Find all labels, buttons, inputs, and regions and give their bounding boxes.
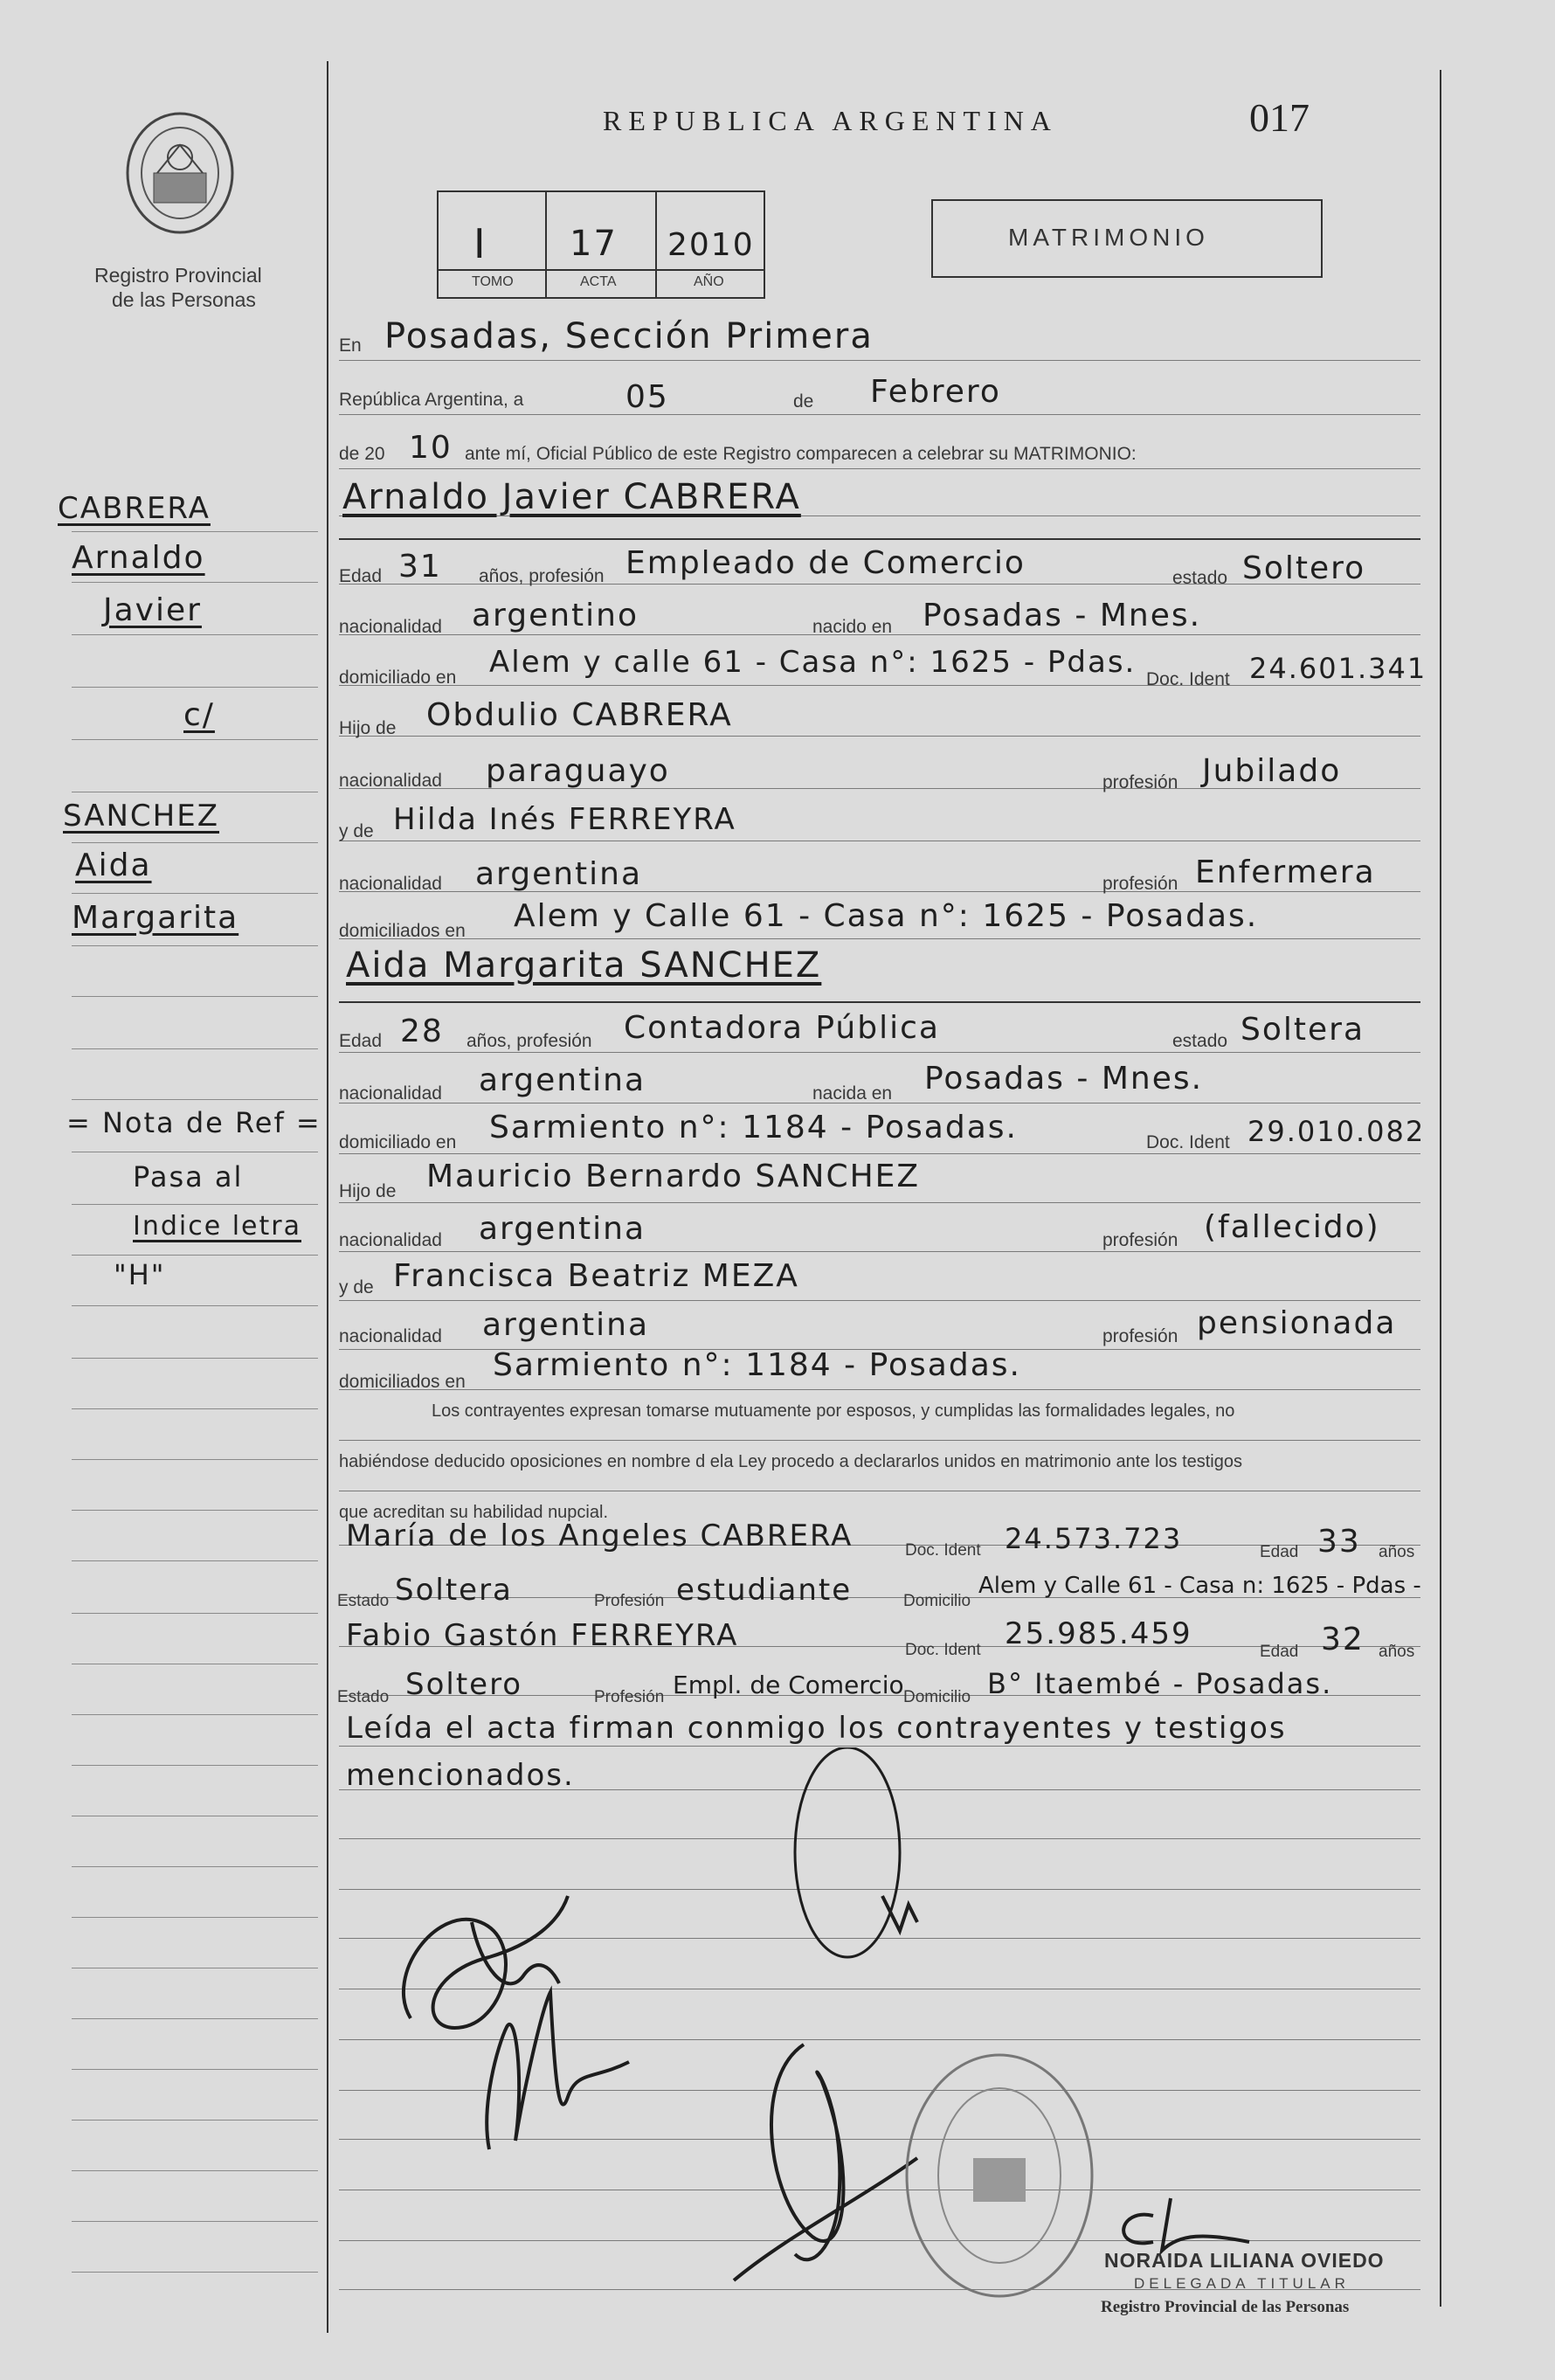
groom-mother-nat-label: nacionalidad xyxy=(339,874,442,894)
record-number: 017 xyxy=(1249,95,1310,140)
margin-groom-name2: Javier xyxy=(103,592,202,628)
label-de: de xyxy=(793,391,814,412)
date-month: Febrero xyxy=(870,374,1001,410)
margin-groom-name1: Arnaldo xyxy=(72,540,205,576)
witness1-anos-label: años xyxy=(1379,1543,1415,1561)
bride-mother-profession: pensionada xyxy=(1197,1305,1397,1341)
witness2-status: Soltero xyxy=(405,1667,523,1702)
bride-address: Sarmiento n°: 1184 - Posadas. xyxy=(489,1110,1018,1145)
witness1-age-label: Edad xyxy=(1260,1543,1299,1561)
groom-nat-label: nacionalidad xyxy=(339,617,442,637)
bride-father-nat-label: nacionalidad xyxy=(339,1230,442,1250)
legal-text-line2: habiéndose deducido oposiciones en nombre d ela Ley procedo a declararlos unidos en matrimonio ante los testigos xyxy=(339,1452,1242,1471)
groom-signature xyxy=(463,1975,638,2167)
witness1-estado-label: Estado xyxy=(337,1592,390,1610)
groom-father-profession: Jubilado xyxy=(1202,753,1342,789)
witness1-doc: 24.573.723 xyxy=(1005,1522,1183,1555)
official-name: NORAIDA LILIANA OVIEDO xyxy=(1104,2249,1385,2272)
witness2-prof-label: Profesión xyxy=(594,1688,665,1706)
groom-mother-nationality: argentina xyxy=(475,856,643,892)
witness2-profession: Empl. de Comercio xyxy=(673,1671,904,1699)
witness1-profession: estudiante xyxy=(676,1573,853,1608)
groom-born-label: nacido en xyxy=(812,617,893,637)
witness2-doc: 25.985.459 xyxy=(1005,1616,1192,1651)
margin-bride-surname: SANCHEZ xyxy=(63,799,219,834)
bride-address-label: domiciliado en xyxy=(339,1132,457,1152)
legal-text-line3: que acreditan su habilidad nupcial. xyxy=(339,1503,608,1522)
ano-label: AÑO xyxy=(694,274,724,289)
ano-value: 2010 xyxy=(667,227,755,263)
bride-name: Aida Margarita SANCHEZ xyxy=(346,945,822,986)
groom-profession: Empleado de Comercio xyxy=(625,545,1026,581)
label-en: En xyxy=(339,336,362,356)
groom-age: 31 xyxy=(398,549,442,585)
groom-parents-address: Alem y Calle 61 - Casa n°: 1625 - Posadas. xyxy=(514,898,1259,934)
legal-text-line1: Los contrayentes expresan tomarse mutuamente por esposos, y cumplidas las formalidades legales, no xyxy=(432,1401,1235,1421)
witness2-anos-label: años xyxy=(1379,1643,1415,1661)
date-year: 10 xyxy=(409,430,453,466)
witness1-age: 33 xyxy=(1317,1524,1361,1560)
closing-line1: Leída el acta firman conmigo los contrayentes y testigos xyxy=(346,1711,1287,1746)
bride-mother-nat-label: nacionalidad xyxy=(339,1326,442,1346)
groom-father-nat-label: nacionalidad xyxy=(339,771,442,791)
bride-father-prof-label: profesión xyxy=(1102,1230,1178,1250)
closing-line2: mencionados. xyxy=(346,1758,575,1793)
bride-edad-label: Edad xyxy=(339,1031,383,1051)
bride-status: Soltera xyxy=(1241,1012,1365,1048)
margin-bride-name1: Aida xyxy=(75,848,152,883)
bride-father: Mauricio Bernardo SANCHEZ xyxy=(426,1159,921,1194)
groom-parents-address-label: domiciliados en xyxy=(339,921,466,941)
book-reference-box xyxy=(437,190,765,299)
witness2-address: B° Itaembé - Posadas. xyxy=(987,1667,1333,1700)
bride-doc-label: Doc. Ident xyxy=(1146,1132,1230,1152)
right-page-border xyxy=(1440,70,1441,2307)
groom-estado-label: estado xyxy=(1172,568,1228,588)
label-de20: de 20 xyxy=(339,444,385,464)
acta-label: ACTA xyxy=(580,274,617,289)
groom-birthplace: Posadas - Mnes. xyxy=(923,598,1202,633)
bride-father-nationality: argentina xyxy=(479,1211,646,1247)
bride-birthplace: Posadas - Mnes. xyxy=(924,1061,1204,1097)
bride-father-label: Hijo de xyxy=(339,1181,397,1201)
margin-groom-surname: CABRERA xyxy=(58,491,211,526)
tomo-label: TOMO xyxy=(472,274,514,289)
bride-father-profession: (fallecido) xyxy=(1204,1209,1380,1245)
witness2-signature xyxy=(716,2027,926,2289)
country-title: REPUBLICA ARGENTINA xyxy=(603,105,1058,136)
groom-father: Obdulio CABRERA xyxy=(426,697,733,733)
groom-nationality: argentino xyxy=(472,598,639,633)
witness1-name: María de los Angeles CABRERA xyxy=(346,1519,854,1553)
bride-prof-label: años, profesión xyxy=(466,1031,592,1051)
groom-prof-label: años, profesión xyxy=(479,566,605,586)
witness1-dom-label: Domicilio xyxy=(903,1592,971,1610)
groom-father-label: Hijo de xyxy=(339,718,397,738)
record-type: MATRIMONIO xyxy=(1008,224,1209,251)
registry-label-2: de las Personas xyxy=(112,288,256,311)
bride-mother-nationality: argentina xyxy=(482,1307,650,1343)
margin-note-indice: Indice letra xyxy=(133,1211,301,1242)
witness2-estado-label: Estado xyxy=(337,1688,390,1706)
bride-mother-prof-label: profesión xyxy=(1102,1326,1178,1346)
bride-parents-address-label: domiciliados en xyxy=(339,1372,466,1392)
margin-bride-name2: Margarita xyxy=(72,900,239,936)
official-title: DELEGADA TITULAR xyxy=(1134,2275,1350,2292)
acta-value: 17 xyxy=(570,224,618,264)
bride-parents-address: Sarmiento n°: 1184 - Posadas. xyxy=(493,1347,1021,1383)
groom-address-label: domiciliado en xyxy=(339,668,457,688)
witness2-age: 32 xyxy=(1321,1622,1365,1657)
groom-father-prof-label: profesión xyxy=(1102,772,1178,792)
date-day: 05 xyxy=(625,379,669,415)
witness2-age-label: Edad xyxy=(1260,1643,1299,1661)
groom-status: Soltero xyxy=(1242,550,1366,586)
bride-born-label: nacida en xyxy=(812,1083,893,1104)
witness1-prof-label: Profesión xyxy=(594,1592,665,1610)
bride-age: 28 xyxy=(400,1014,444,1049)
witness1-status: Soltera xyxy=(395,1573,513,1608)
margin-note-ref: = Nota de Ref = xyxy=(66,1106,321,1139)
registry-label-1: Registro Provincial xyxy=(94,264,262,287)
official-office: Registro Provincial de las Personas xyxy=(1101,2298,1350,2316)
bride-mother: Francisca Beatriz MEZA xyxy=(393,1258,799,1294)
groom-doc: 24.601.341 xyxy=(1249,652,1427,685)
groom-doc-label: Doc. Ident xyxy=(1146,669,1230,689)
bride-mother-label: y de xyxy=(339,1277,374,1297)
witness2-name: Fabio Gastón FERREYRA xyxy=(346,1618,739,1653)
margin-note-pasa: Pasa al xyxy=(133,1160,244,1193)
groom-edad-label: Edad xyxy=(339,566,383,586)
groom-address: Alem y calle 61 - Casa n°: 1625 - Pdas. xyxy=(489,645,1137,680)
bride-estado-label: estado xyxy=(1172,1031,1228,1051)
witness1-doc-label: Doc. Ident xyxy=(905,1541,981,1560)
place-city: Posadas, Sección Primera xyxy=(384,316,874,356)
groom-name: Arnaldo Javier CABRERA xyxy=(342,477,801,517)
witness1-signature xyxy=(769,1747,943,1975)
official-stamp xyxy=(903,2044,1113,2307)
left-margin-border xyxy=(327,61,328,2333)
official-signature xyxy=(1101,2181,1258,2259)
label-ante: ante mí, Oficial Público de este Registro comparecen a celebrar su MATRIMONIO: xyxy=(465,444,1137,464)
witness1-address: Alem y Calle 61 - Casa n: 1625 - Pdas - xyxy=(978,1573,1421,1599)
label-republica: República Argentina, a xyxy=(339,390,524,410)
groom-mother-label: y de xyxy=(339,821,374,841)
bride-nationality: argentina xyxy=(479,1062,646,1098)
witness2-doc-label: Doc. Ident xyxy=(905,1641,981,1659)
groom-mother: Hilda Inés FERREYRA xyxy=(393,802,736,837)
province-seal xyxy=(122,112,238,241)
witness2-dom-label: Domicilio xyxy=(903,1688,971,1706)
bride-doc: 29.010.082 xyxy=(1247,1115,1426,1148)
margin-note-letter: "H" xyxy=(114,1258,166,1291)
margin-conjunction: c/ xyxy=(183,697,215,733)
groom-father-nationality: paraguayo xyxy=(486,753,670,789)
bride-profession: Contadora Pública xyxy=(624,1010,940,1046)
groom-mother-prof-label: profesión xyxy=(1102,874,1178,894)
bride-nat-label: nacionalidad xyxy=(339,1083,442,1104)
groom-mother-profession: Enfermera xyxy=(1195,854,1376,890)
record-type-box xyxy=(931,199,1323,278)
tomo-value: I xyxy=(473,220,487,267)
